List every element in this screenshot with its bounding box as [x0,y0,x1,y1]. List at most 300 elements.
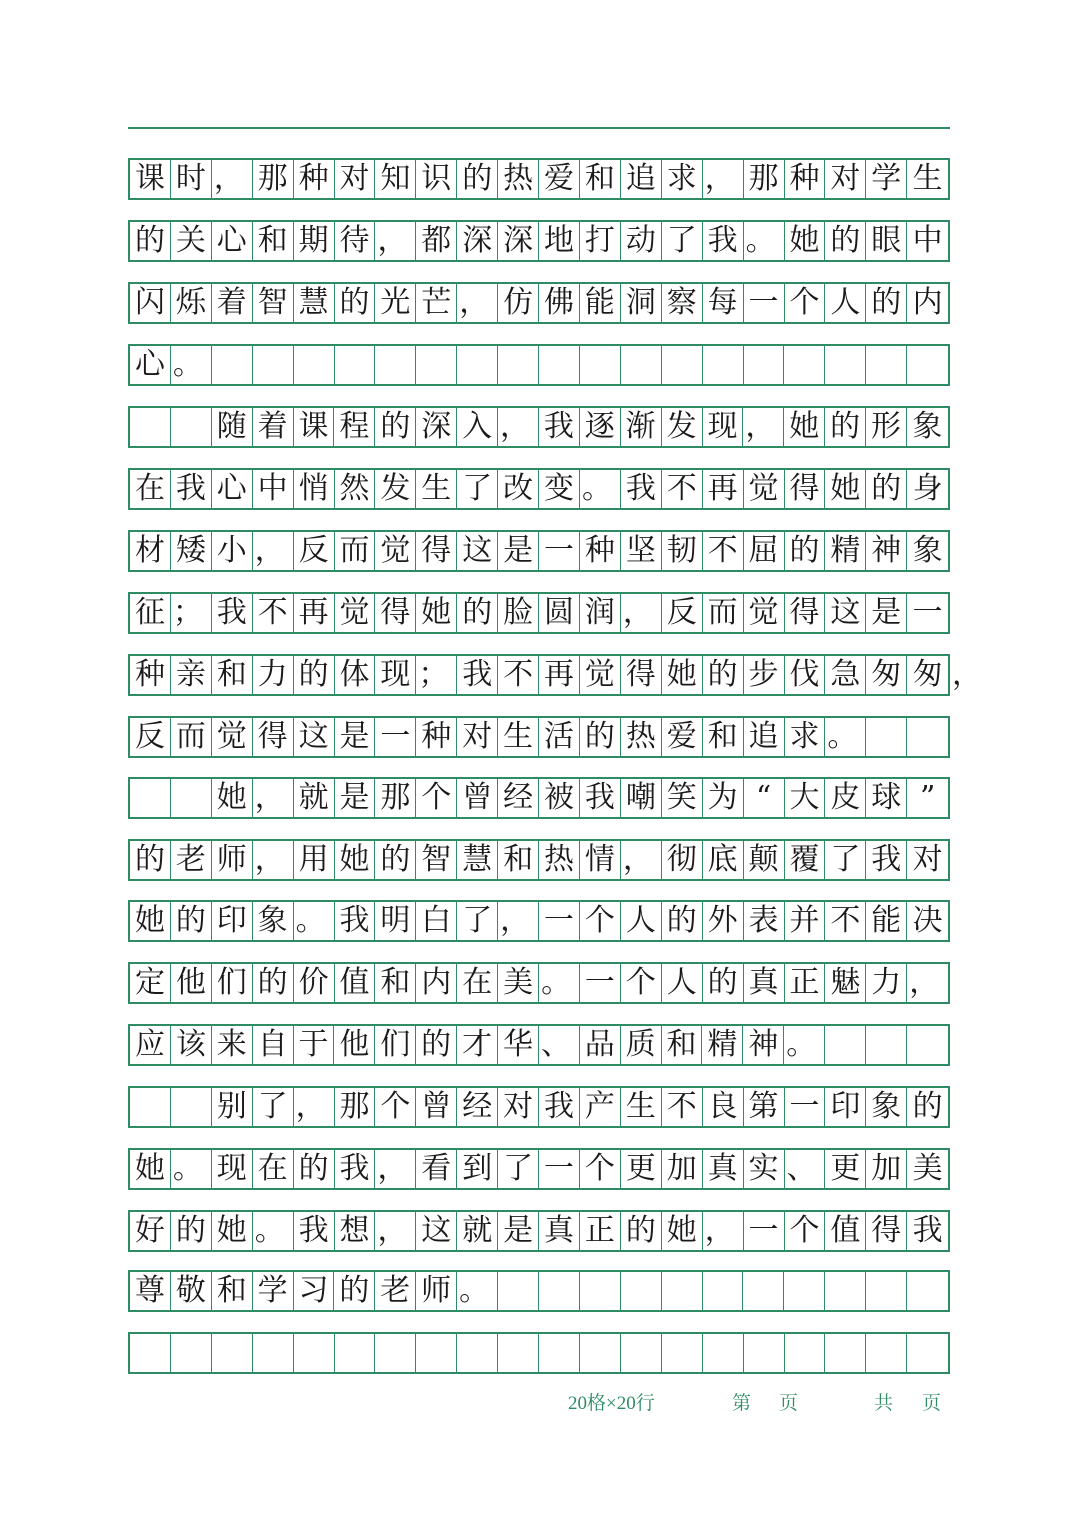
grid-cell [539,1334,580,1372]
grid-cell: 和 [375,964,416,1002]
grid-cell [907,1334,948,1372]
grid-cell: 他 [334,1026,375,1064]
grid-cell: 了 [253,1088,294,1126]
grid-cell: 对 [912,842,943,877]
grid-cell: 热 [498,160,539,198]
grid-cell: 一 [539,532,580,570]
grid-cell: 覆 [785,841,826,879]
grid-cell [212,1334,253,1372]
grid-cell [621,1272,662,1310]
grid-cell: 追 [621,160,662,198]
grid-cell [785,1334,826,1372]
grid-cell: 我 [866,841,907,879]
grid-cell: 。 [294,902,335,940]
grid-cell: 材 [130,532,171,570]
grid-cell: 课 [130,160,171,198]
grid-cell: 变 [539,470,580,508]
grid-cell: 得 [785,470,826,508]
grid-cell: 一 [580,964,621,1002]
grid-cell: ， [253,532,294,570]
grid-cell: 曾 [416,1088,457,1126]
grid-cell: 曾 [457,779,498,817]
grid-cell: 彻 [662,841,703,879]
grid-cell: 再 [294,594,335,632]
grid-cell: 。 [253,1212,294,1250]
grid-cell: 渐 [621,408,662,446]
grid-cell: 芒 [416,284,457,322]
grid-cell: 匆 [912,657,943,692]
grid-cell: 个 [580,1150,621,1188]
grid-cell: ， [621,841,662,879]
grid-cell: 的 [294,656,335,694]
grid-cell: 师 [212,841,253,879]
grid-cell: ， [253,841,294,879]
grid-cell: 我 [457,656,498,694]
grid-cell [457,346,498,384]
grid-cell: 。 [171,346,212,384]
grid-cell [498,1334,539,1372]
grid-cell: 看 [416,1150,457,1188]
grid-cell: ， [621,594,662,632]
grid-cell: 步 [744,656,785,694]
grid-cell: 一 [785,1088,826,1126]
grid-cell: 得 [253,718,294,756]
grid-cell: 质 [621,1026,662,1064]
grid-cell: 她 [784,408,825,446]
grid-cell: 洞 [621,284,662,322]
grid-cell: 的 [703,656,744,694]
grid-cell: 和 [662,1026,703,1064]
grid-cell: 并 [785,902,826,940]
grid-cell: 的 [130,841,171,879]
grid-cell: 老 [375,1272,416,1310]
grid-cell: 能 [866,902,907,940]
grid-cell: 们 [212,964,253,1002]
grid-cell: 。 [171,1150,212,1188]
grid-cell: 好 [130,1212,171,1250]
grid-cell: 得 [621,656,662,694]
grid-cell: 习 [294,1272,335,1310]
grid-cell: ， [457,284,498,322]
grid-cell: 加 [866,1150,907,1188]
grid-cell: 精 [825,532,866,570]
grid-cell [498,346,539,384]
grid-cell: 慧 [457,841,498,879]
grid-cell: 中 [912,223,943,258]
grid-cell: 想 [335,1212,376,1250]
grid-cell: 随 [212,408,253,446]
grid-cell: 求 [785,718,826,756]
grid-cell: 现 [375,656,416,694]
grid-cell: 种 [785,160,826,198]
grid-cell: ， [703,160,744,198]
grid-cell: 一 [912,595,943,630]
grid-cell [866,346,907,384]
grid-cell: 这 [825,594,866,632]
grid-cell: 她 [130,1150,171,1188]
grid-cell: 心 [212,470,253,508]
grid-cell [416,346,457,384]
grid-cell: 了 [498,1150,539,1188]
grid-cell [784,1272,825,1310]
grid-row [128,468,950,510]
grid-cell [866,1272,907,1310]
grid-cell: 人 [662,964,703,1002]
grid-cell: 皮 [825,779,866,817]
grid-cell: 真 [703,1150,744,1188]
grid-cell: 再 [539,656,580,694]
grid-cell: 表 [744,902,785,940]
grid-cell: ； [171,594,212,632]
grid-cell: 实 [744,1150,785,1188]
grid-cell: 华 [498,1026,539,1064]
grid-cell [743,1272,784,1310]
grid-cell: 她 [825,470,866,508]
grid-cell: 、 [539,1026,580,1064]
grid-cell: 那 [744,160,785,198]
grid-cell: 生 [621,1088,662,1126]
grid-cell: 这 [294,718,335,756]
grid-cell [907,1272,948,1310]
grid-cell [907,1026,948,1064]
grid-cell: 为 [703,779,744,817]
grid-cell: 。 [580,470,621,508]
grid-cell [621,346,662,384]
grid-cell: 生 [498,718,539,756]
grid-cell [130,1088,171,1126]
grid-cell: 现 [212,1150,253,1188]
grid-cell: 反 [662,594,703,632]
grid-cell: 。 [825,718,866,756]
grid-cell: 的 [912,1089,943,1124]
total-label-prefix: 共 [874,1393,894,1414]
grid-cell: 的 [785,532,826,570]
grid-row [128,777,950,819]
grid-cell: 那 [253,160,294,198]
grid-cell: 她 [130,902,171,940]
grid-cell: 慧 [294,284,335,322]
grid-cell: 入 [457,408,498,446]
grid-cell: 她 [212,779,253,817]
grid-cell [212,346,253,384]
grid-cell: 亲 [171,656,212,694]
grid-cell: 的 [294,1150,335,1188]
grid-cell: 大 [785,779,826,817]
grid-cell: 。 [744,222,785,260]
grid-cell: 的 [621,1212,662,1250]
grid-cell: 个 [580,902,621,940]
grid-cell: 是 [498,1212,539,1250]
grid-row [128,1270,950,1312]
grid-cell: ， [743,408,784,446]
grid-cell [580,346,621,384]
grid-cell [375,346,416,384]
grid-cell: 智 [416,841,457,879]
grid-cell: 种 [416,718,457,756]
grid-cell: 觉 [212,718,253,756]
grid-cell: 种 [294,160,335,198]
grid-cell: 动 [621,222,662,260]
grid-cell: 光 [375,284,416,322]
grid-cell [171,408,212,446]
grid-cell: 心 [212,222,253,260]
grid-cell [825,1334,866,1372]
grid-cell: 老 [171,841,212,879]
grid-cell [171,1088,212,1126]
grid-cell: 爱 [662,718,703,756]
grid-cell: 不 [498,656,539,694]
grid-cell: 更 [621,1150,662,1188]
grid-cell: 觉 [744,470,785,508]
grid-cell: 个 [785,1212,826,1250]
grid-cell [825,1272,866,1310]
grid-cell: 力 [253,656,294,694]
grid-cell: 美 [498,964,539,1002]
grid-cell: 种 [130,656,171,694]
grid-cell: 的 [334,1272,375,1310]
grid-cell: 印 [825,1088,866,1126]
grid-cell: 尊 [130,1272,171,1310]
grid-cell: 觉 [580,656,621,694]
grid-cell: 关 [171,222,212,260]
grid-cell: 体 [335,656,376,694]
grid-cell: ， [253,779,294,817]
grid-cell: 对 [498,1088,539,1126]
grid-cell: 人 [825,284,866,322]
grid-cell: 伐 [785,656,826,694]
grid-cell: 力 [866,964,907,1002]
grid-cell: 别 [212,1088,253,1126]
grid-cell: 觉 [335,594,376,632]
grid-cell: 屈 [744,532,785,570]
grid-cell: 每 [703,284,744,322]
grid-cell: 在 [253,1150,294,1188]
grid-cell: 自 [253,1026,294,1064]
grid-cell: 而 [171,718,212,756]
grid-cell: 我 [212,594,253,632]
grid-row [128,962,950,1004]
grid-cell: 正 [785,964,826,1002]
grid-cell: ， [703,1212,744,1250]
grid-cell: 象 [912,409,943,444]
grid-cell: 活 [539,718,580,756]
grid-cell: 个 [621,964,662,1002]
grid-row [128,900,950,942]
grid-cell: 师 [416,1272,457,1310]
grid-cell: 而 [703,594,744,632]
grid-cell: 被 [539,779,580,817]
grid-cell [539,1272,580,1310]
page-label-prefix: 第 [732,1393,752,1414]
grid-cell: 和 [703,718,744,756]
grid-cell: 韧 [662,532,703,570]
grid-cell: 圆 [539,594,580,632]
grid-cell: 的 [866,284,907,322]
grid-cell [866,718,907,756]
grid-cell [662,346,703,384]
grid-cell: 不 [662,470,703,508]
grid-cell: 这 [416,1212,457,1250]
grid-cell: 期 [294,222,335,260]
grid-cell [825,1026,866,1064]
grid-cell [130,408,171,446]
grid-cell: 底 [703,841,744,879]
grid-cell: 得 [866,1212,907,1250]
grid-cell: 在 [130,470,171,508]
grid-cell: 的 [416,1026,457,1064]
grid-cell: 不 [253,594,294,632]
grid-cell: 不 [703,532,744,570]
grid-cell: 生 [912,161,943,196]
grid-cell: 深 [416,408,457,446]
grid-cell [662,1334,703,1372]
grid-cell: 我 [335,902,376,940]
grid-cell: 打 [580,222,621,260]
grid-row [128,1148,950,1190]
grid-cell: 悄 [294,470,335,508]
grid-cell: 对 [457,718,498,756]
grid-cell: 她 [662,1212,703,1250]
grid-cell: 在 [457,964,498,1002]
grid-cell: 。 [784,1026,825,1064]
grid-cell: 了 [825,841,866,879]
grid-cell: 的 [866,470,907,508]
grid-cell [703,346,744,384]
grid-cell: 地 [539,222,580,260]
grid-cell: 征 [130,594,171,632]
grid-cell: 反 [294,532,335,570]
grid-cell: 应 [130,1026,171,1064]
grid-cell: 、 [785,1150,826,1188]
grid-cell: 的 [825,222,866,260]
grid-cell: 一 [539,1150,580,1188]
grid-cell: 外 [703,902,744,940]
grid-cell: 她 [212,1212,253,1250]
grid-cell: 一 [375,718,416,756]
grid-cell: 是 [498,532,539,570]
grid-cell: 用 [294,841,335,879]
grid-cell: 情 [580,841,621,879]
grid-cell [130,1334,171,1372]
grid-cell: 才 [457,1026,498,1064]
grid-cell: 的 [253,964,294,1002]
grid-cell: 中 [253,470,294,508]
grid-cell: 我 [294,1212,335,1250]
grid-cell: 她 [662,656,703,694]
grid-cell [335,346,376,384]
grid-row [128,282,950,324]
grid-cell: 了 [457,902,498,940]
grid-cell: 我 [539,1088,580,1126]
grid-cell: 的 [335,284,376,322]
grid-cell: 得 [375,594,416,632]
grid-cell: 匆 [866,656,907,694]
grid-cell: 热 [621,718,662,756]
grid-cell: 课 [294,408,335,446]
grid-cell: 和 [580,160,621,198]
grid-cell: 一 [539,902,580,940]
grid-cell: 敬 [171,1272,212,1310]
grid-cell: 种 [580,532,621,570]
grid-cell: 佛 [539,284,580,322]
grid-cell: 来 [212,1026,253,1064]
grid-cell: 急 [825,656,866,694]
grid-cell: 他 [171,964,212,1002]
grid-cell: ， [498,408,539,446]
grid-row [128,592,950,634]
grid-cell [825,346,866,384]
total-label-suffix: 页 [922,1393,942,1414]
grid-cell: 球 [866,779,907,817]
grid-cell: 深 [498,222,539,260]
grid-row [128,716,950,758]
grid-cell: 内 [416,964,457,1002]
grid-cell: 矮 [171,532,212,570]
grid-cell [866,1334,907,1372]
grid-row [128,1024,950,1066]
grid-cell [416,1334,457,1372]
grid-cell: 着 [212,284,253,322]
grid-cell: 脸 [498,594,539,632]
grid-row [128,406,950,448]
grid-cell: 的 [171,1212,212,1250]
grid-cell [784,346,825,384]
grid-cell: 了 [662,222,703,260]
grid-cell: 我 [621,470,662,508]
grid-cell: 觉 [744,594,785,632]
grid-cell: 真 [539,1212,580,1250]
grid-cell [621,1334,662,1372]
grid-cell: 她 [335,841,376,879]
grid-cell [253,346,294,384]
grid-cell [253,1334,294,1372]
grid-cell: 是 [335,779,376,817]
grid-cell: 的 [825,408,866,446]
grid-cell: 笑 [662,779,703,817]
grid-cell: 。 [457,1272,498,1310]
grid-cell: 正 [580,1212,621,1250]
grid-cell: 和 [498,841,539,879]
grid-cell: 智 [253,284,294,322]
page-label-suffix: 页 [779,1393,799,1414]
grid-cell: ” [919,780,936,815]
grid-cell: 深 [457,222,498,260]
grid-cell: 象 [912,533,943,568]
grid-cell: ， [375,1212,416,1250]
grid-cell: 而 [335,532,376,570]
grid-cell [498,1272,539,1310]
grid-cell: 识 [416,160,457,198]
grid-row [128,839,950,881]
grid-cell: 然 [335,470,376,508]
grid-cell: 改 [498,470,539,508]
grid-cell: 神 [743,1026,784,1064]
grid-cell: 知 [375,160,416,198]
grid-cell: ， [375,1150,416,1188]
grid-cell: 该 [171,1026,212,1064]
grid-cell: 的 [703,964,744,1002]
grid-cell: 待 [335,222,376,260]
grid-cell: 那 [375,779,416,817]
grid-cell: 反 [130,718,171,756]
grid-cell [580,1272,621,1310]
grid-cell: 了 [457,470,498,508]
grid-cell: 这 [457,532,498,570]
grid-cell: 时 [171,160,212,198]
grid-cell: 发 [375,470,416,508]
grid-cell: 心 [130,346,171,384]
grid-cell: 求 [662,160,703,198]
